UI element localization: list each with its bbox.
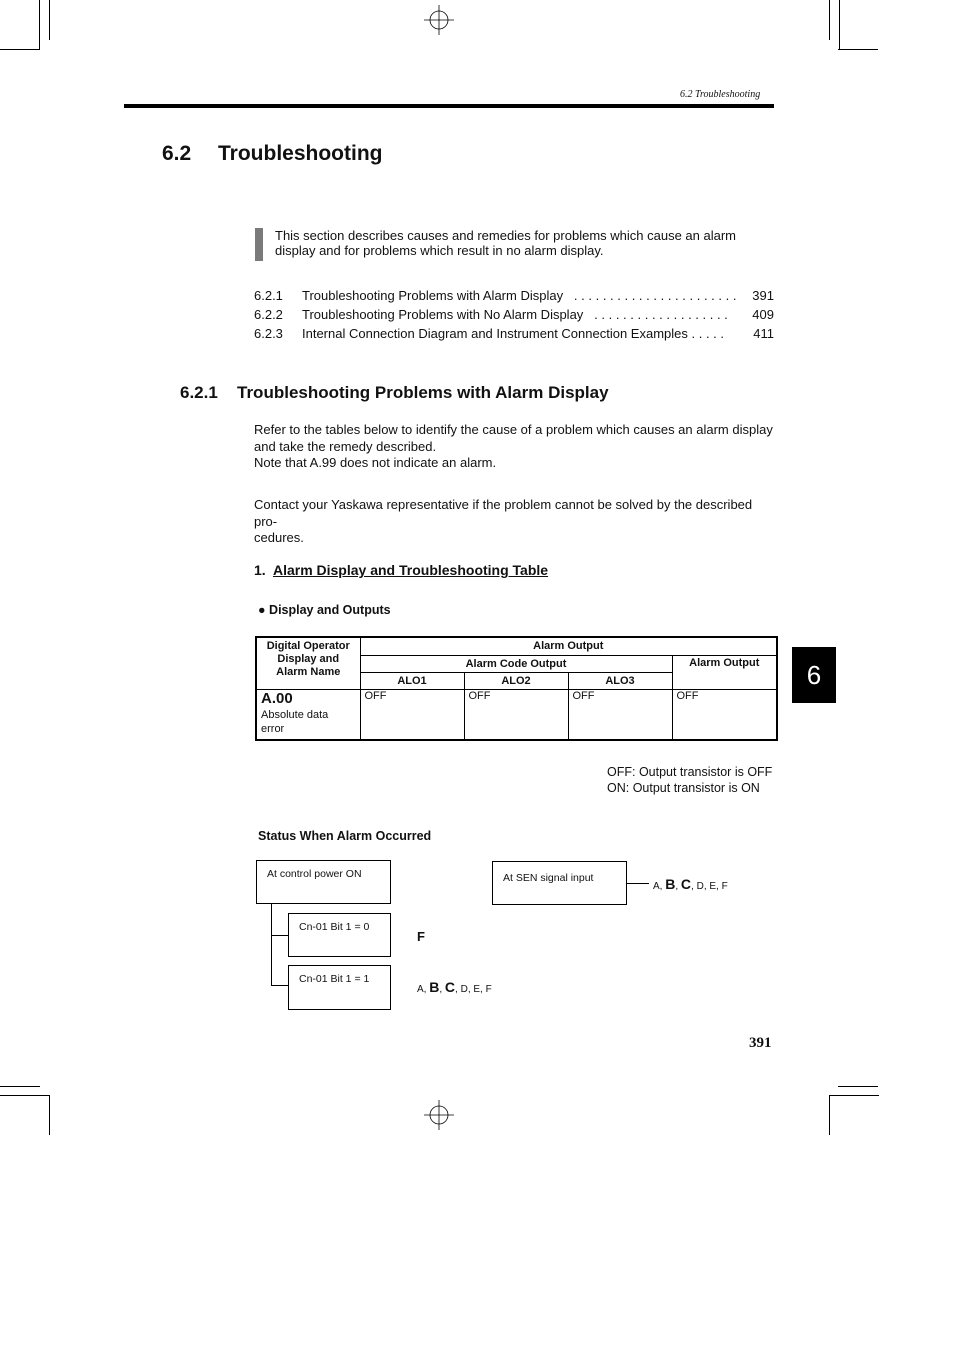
crop-mark [838,49,878,50]
heading-title: Alarm Display and Troubleshooting Table [272,562,549,578]
output-legend [607,764,772,796]
bullet-heading [258,603,391,617]
section-heading [162,142,382,166]
paragraph-line: Note that A.99 does not indicate an alarm. [254,455,497,470]
heading-number: 1. [254,562,266,578]
paragraph-refer [254,422,776,472]
header-alarm-code-output: Alarm Code Output [360,655,672,672]
toc-entry[interactable] [254,288,774,306]
diagram-connector [271,985,288,986]
paragraph-line: Refer to the tables below to identify the cause of a problem which causes an alarm display [254,422,773,437]
diagram-connector [627,883,649,884]
registration-mark-icon [424,5,454,35]
subsection-heading [180,383,609,403]
crop-mark [838,1086,878,1087]
paragraph-line: and take the remedy described. [254,438,437,454]
status-heading: Status When Alarm Occurred [258,829,432,843]
box-cn01-bit1-1: Cn-01 Bit 1 = 1 [288,965,391,1010]
subsection-title: Troubleshooting Problems with Alarm Display [237,383,609,402]
page-number: 391 [749,1035,772,1051]
intro-text: This section describes causes and remedies for problems which cause an alarm display and for problems which result in no alarm display. [275,228,736,258]
registration-mark-icon [424,1100,454,1130]
toc-number: 6.2.3 [254,326,283,341]
toc-page: 411 [753,326,774,341]
bullet-icon: ● [258,603,266,617]
section-title: Troubleshooting [218,142,383,165]
legend-line: OFF: Output transistor is OFF [607,765,773,779]
table-row [256,689,777,740]
alarm-code: A.00 [261,689,293,707]
header-rule [124,104,774,108]
running-header: 6.2 Troubleshooting [680,89,761,100]
header-alo3: ALO3 [568,672,672,689]
header-alarm-output: Alarm Output [360,637,777,655]
box-sen-signal-input: At SEN signal input [492,861,627,905]
alo2-cell: OFF [464,689,568,740]
toc-page: 409 [752,307,774,322]
intro-marker-bar [255,228,263,261]
diagram-connector [271,935,288,936]
alarm-table [255,636,778,741]
header-display-name: Digital Operator Display and Alarm Name [256,637,360,689]
toc-title: Troubleshooting Problems with No Alarm Display . . . . . . . . . . . . . . . . . . . [302,307,728,322]
bullet-title: Display and Outputs [269,603,391,617]
chapter-tab: 6 [792,647,836,703]
header-alarm-output-2: Alarm Output [672,655,777,689]
crop-mark [49,0,50,40]
header-alo2: ALO2 [464,672,568,689]
result-cn01-bit1-1: A, B, C, D, E, F [417,979,492,995]
crop-mark [0,1086,40,1087]
subsection-number: 6.2.1 [180,383,218,402]
box-cn01-bit1-0: Cn-01 Bit 1 = 0 [288,913,391,957]
alarm-name-cell: A.00 Absolute data error [256,689,360,740]
toc-number: 6.2.2 [254,307,283,322]
crop-mark [829,1095,879,1096]
legend-line: ON: Output transistor is ON [607,781,760,795]
crop-mark [39,0,40,50]
toc-page: 391 [752,288,774,303]
paragraph-line: cedures. [254,530,304,545]
toc-entry[interactable] [254,307,774,325]
toc-number: 6.2.1 [254,288,283,303]
alarm-output-cell: OFF [672,689,777,740]
header-alo1: ALO1 [360,672,464,689]
crop-mark [829,0,830,40]
toc-entry[interactable] [254,326,774,344]
alo3-cell: OFF [568,689,672,740]
section-number: 6.2 [162,142,192,165]
result-sen-signal-input: A, B, C, D, E, F [653,876,728,892]
paragraph-contact [254,497,776,547]
alo1-cell: OFF [360,689,464,740]
toc-title: Troubleshooting Problems with Alarm Display . . . . . . . . . . . . . . . . . . . . . . . [302,288,737,303]
box-control-power-on: At control power ON [256,860,391,904]
crop-mark [829,1095,830,1135]
paragraph-line: Contact your Yaskawa representative if the problem cannot be solved by the described pro- [254,497,753,529]
diagram-connector [271,903,272,985]
table-section-heading [254,562,548,578]
crop-mark [839,0,840,50]
crop-mark [0,49,40,50]
toc-title: Internal Connection Diagram and Instrument Connection Examples . . . . . [302,326,725,341]
result-cn01-bit1-0: F [417,929,425,944]
crop-mark [0,1095,50,1096]
crop-mark [49,1095,50,1135]
